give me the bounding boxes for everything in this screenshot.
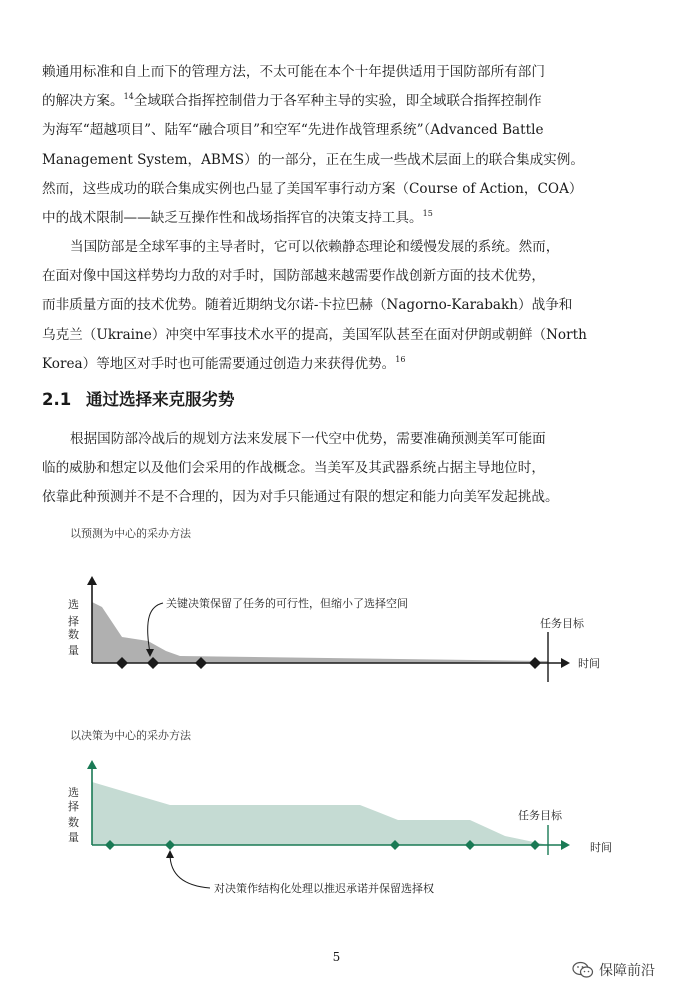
text-line — [42, 87, 634, 116]
goal-label: 任务目标 — [540, 617, 584, 630]
text-line: 而非质量方面的技术优势。随着近期纳戈尔诺-卡拉巴赫（Nagorno-Karabakh）战争和 — [42, 297, 573, 314]
section-number: 2.1 — [42, 390, 72, 409]
paragraph-2 — [42, 233, 634, 379]
y-axis-label-2: 择 — [68, 800, 79, 813]
decision-marker — [530, 840, 540, 850]
decision-marker — [529, 657, 541, 669]
goal-label: 任务目标 — [518, 809, 562, 822]
annotation-arrow — [170, 854, 210, 888]
text-line: 临的威胁和想定以及他们会采用的作战概念。当美军及其武器系统占据主导地位时， — [42, 460, 545, 477]
y-axis-label-4: 量 — [68, 831, 79, 844]
annotation-text: 对决策作结构化处理以推迟承诺并保留选择权 — [214, 882, 434, 895]
y-axis-label-1: 选 — [68, 598, 79, 611]
x-axis-label: 时间 — [578, 657, 600, 670]
x-axis-label: 时间 — [590, 841, 612, 854]
figure-1-diagram — [0, 570, 673, 710]
text-line: 根据国防部冷战后的规划方法来发展下一代空中优势，需要准确预测美军可能面 — [70, 431, 546, 447]
text-line — [42, 350, 634, 379]
text-line: 为海军“超越项目”、陆军“融合项目”和空军“先进作战管理系统”（Advanced Battle — [42, 122, 544, 139]
text-line: 乌克兰（Ukraine）冲突中军事技术水平的提高，美国军队甚至在面对伊朗或朝鲜（North — [42, 326, 587, 343]
x-axis-arrow — [561, 840, 570, 850]
x-axis-arrow — [561, 658, 570, 668]
footnote-ref-14: 14 — [123, 92, 134, 102]
annotation-arrowhead — [166, 850, 174, 858]
text-line: 当国防部是全球军事的主导者时，它可以依赖静态理论和缓慢发展的系统。然而， — [70, 239, 560, 255]
paragraph-1 — [42, 58, 634, 233]
text-segment: 的解决方案。 — [42, 93, 124, 110]
text-segment: Korea）等地区对手时也可能需要通过创造力来获得优势。 — [42, 355, 396, 372]
page-number: 5 — [332, 950, 341, 964]
y-axis-label-1: 选 — [68, 786, 79, 799]
text-segment: 全域联合指挥控制借力于各军种主导的实验，即全域联合指挥控制作 — [133, 93, 542, 110]
watermark — [572, 960, 655, 980]
footnote-ref-16: 16 — [395, 354, 406, 364]
y-axis-arrow — [87, 576, 97, 585]
y-axis-arrow — [87, 760, 97, 769]
annotation-text: 关键决策保留了任务的可行性，但缩小了选择空间 — [166, 597, 408, 610]
text-line: 依靠此种预测并不是不合理的，因为对手只能通过有限的想定和能力向美军发起挑战。 — [42, 489, 559, 506]
text-line: Management System，ABMS）的一部分，正在生成一些战术层面上的联合集成实例。 — [42, 151, 584, 168]
choice-area — [92, 602, 548, 663]
watermark-text: 保障前沿 — [599, 963, 655, 979]
figure-2-title: 以决策为中心的采办方法 — [70, 729, 191, 742]
y-axis-label-3: 数 — [68, 628, 79, 641]
choice-area — [92, 782, 548, 845]
y-axis-label-2: 择 — [68, 615, 79, 628]
text-line: 在面对像中国这样势均力敌的对手时，国防部越来越需要作战创新方面的技术优势， — [42, 268, 545, 285]
text-segment: 中的战术限制——缺乏互操作性和战场指挥官的决策支持工具。 — [42, 209, 423, 226]
text-line: 赖通用标准和自上而下的管理方法，不太可能在本个十年提供适用于国防部所有部门 — [42, 64, 545, 80]
footnote-ref-15: 15 — [422, 208, 433, 218]
text-line — [42, 204, 634, 233]
section-title: 通过选择来克服劣势 — [86, 390, 235, 409]
section-heading — [42, 386, 235, 410]
paragraph-3 — [42, 425, 634, 513]
wechat-icon — [572, 961, 594, 979]
figure-1-title: 以预测为中心的采办方法 — [70, 527, 191, 540]
figure-2-diagram — [0, 750, 673, 900]
y-axis-label-4: 量 — [68, 644, 79, 657]
text-line: 然而，这些成功的联合集成实例也凸显了美国军事行动方案（Course of Action，COA） — [42, 180, 583, 197]
y-axis-label-3: 数 — [68, 816, 79, 829]
